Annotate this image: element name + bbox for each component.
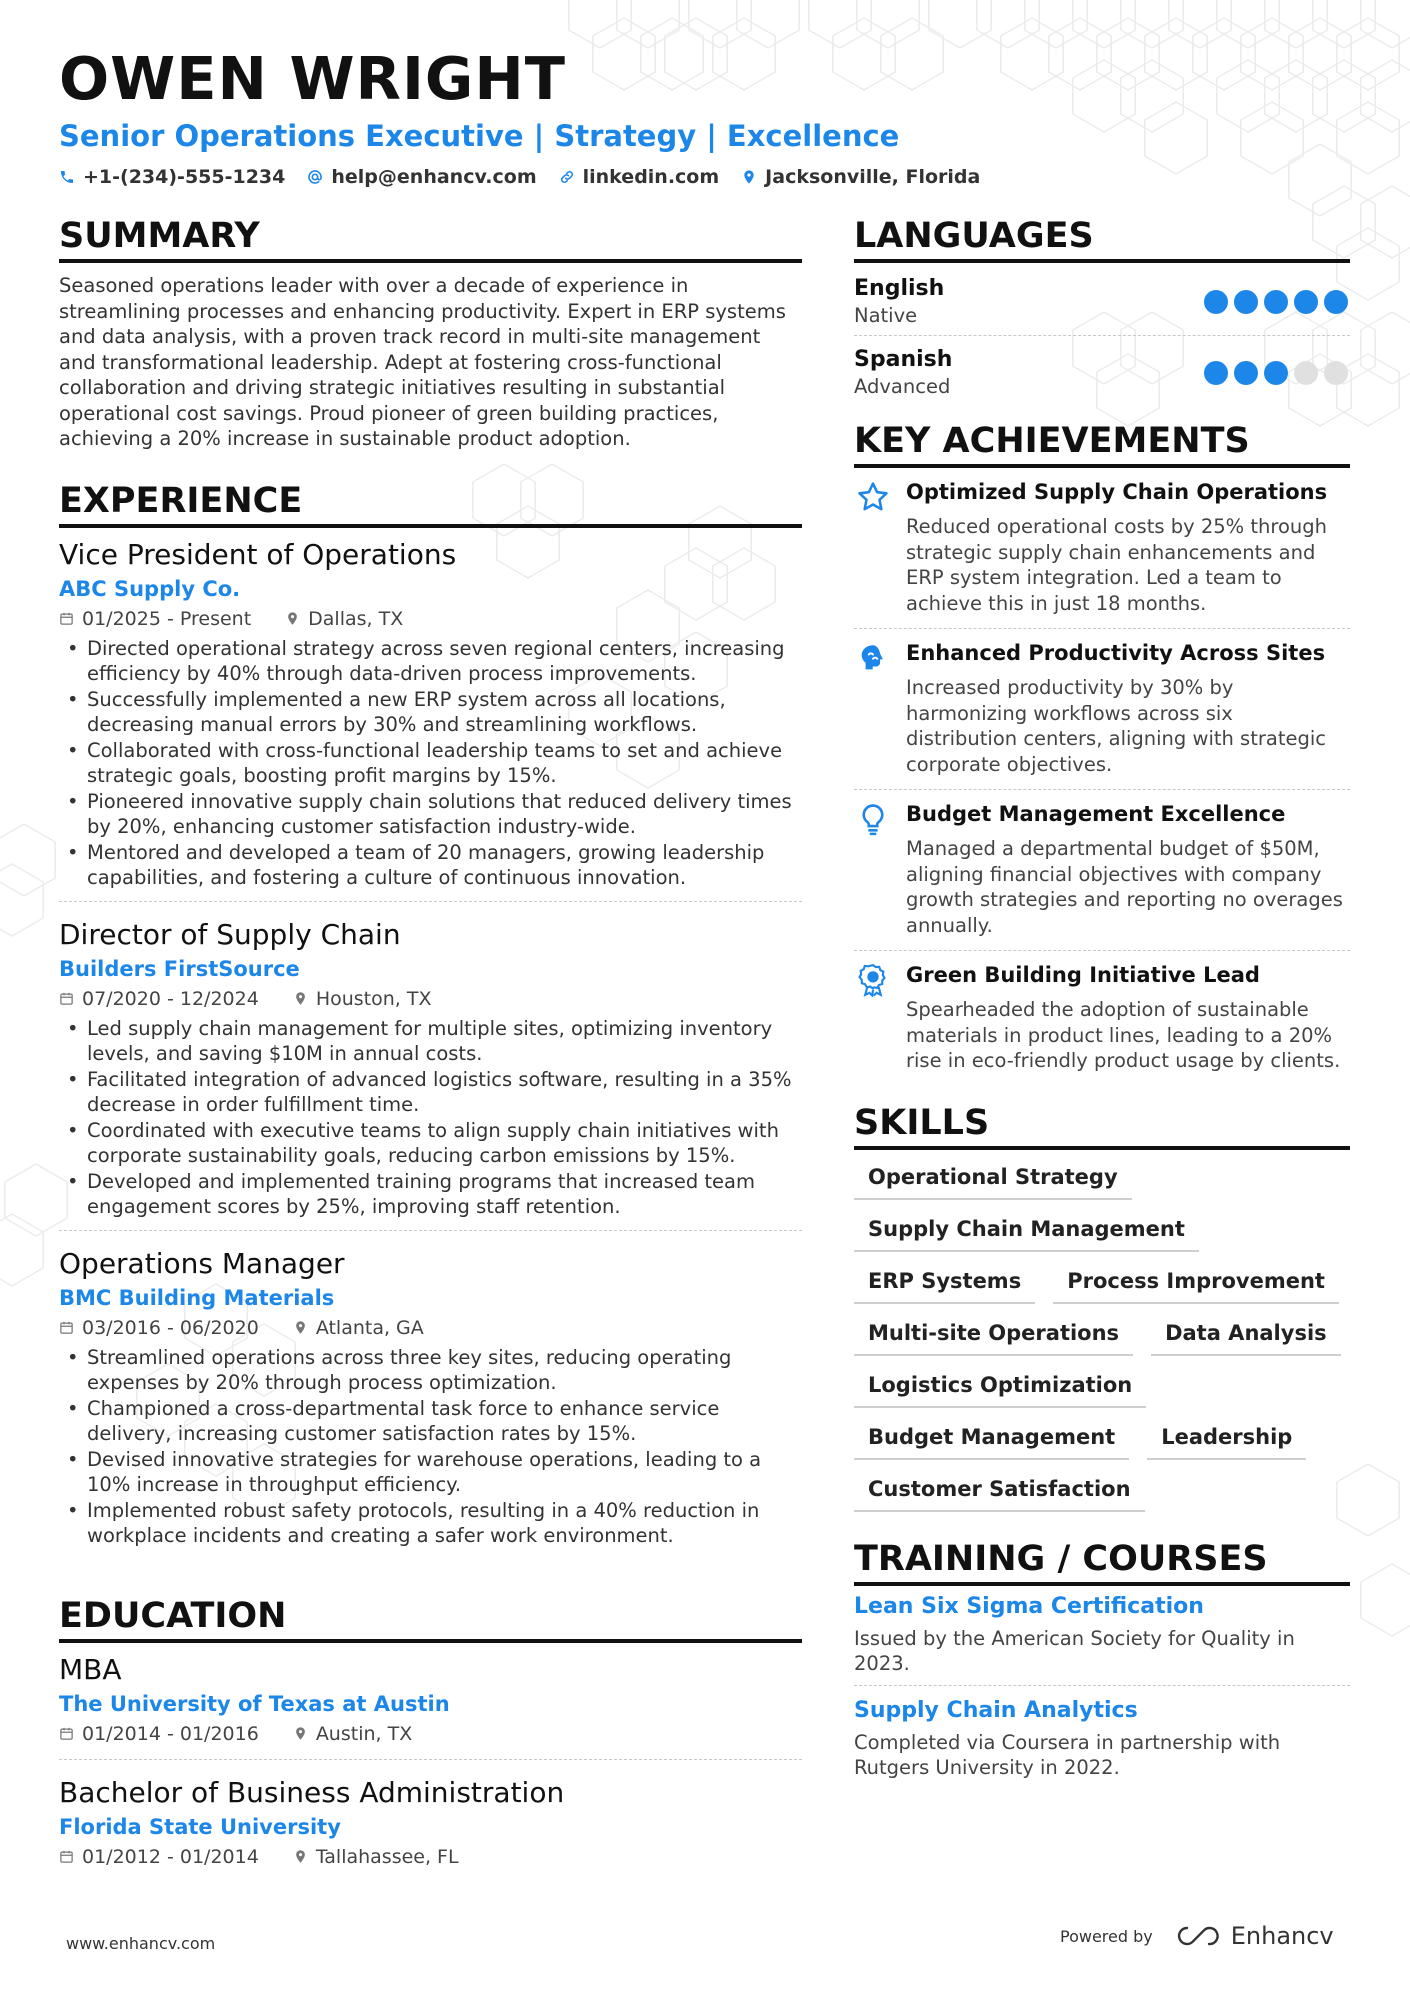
location-pin-icon bbox=[741, 169, 757, 185]
award-icon bbox=[856, 963, 890, 997]
job-location: Atlanta, GA bbox=[315, 1316, 424, 1339]
achievement-title: Green Building Initiative Lead bbox=[906, 963, 1260, 987]
language-rating bbox=[1204, 290, 1348, 314]
job-entry bbox=[59, 538, 802, 902]
contact-location bbox=[741, 166, 980, 188]
summary-heading: SUMMARY bbox=[59, 215, 802, 263]
powered-by-text: Powered by bbox=[1060, 1926, 1153, 1946]
location-pin-icon bbox=[293, 1726, 308, 1741]
rating-dot bbox=[1234, 290, 1258, 314]
education-entry bbox=[59, 1653, 802, 1760]
job-bullet: • Devised innovative strategies for warehouse operations, leading to a 10% increase in throughput efficiency. bbox=[59, 1447, 802, 1498]
calendar-icon bbox=[59, 991, 74, 1006]
job-bullet: • Pioneered innovative supply chain solutions that reduced delivery times by 20%, enhancing customer satisfaction industry-wide. bbox=[59, 789, 802, 840]
company-name: Builders FirstSource bbox=[59, 956, 300, 981]
skill-tag: Leadership bbox=[1147, 1418, 1306, 1460]
job-title: Vice President of Operations bbox=[59, 537, 457, 571]
rating-dot bbox=[1294, 361, 1318, 385]
job-meta bbox=[59, 1313, 802, 1343]
training-section bbox=[854, 1538, 1350, 1789]
job-bullet: • Successfully implemented a new ERP system across all locations, decreasing manual errors by 30% and streamlining workflows. bbox=[59, 687, 802, 738]
languages-section bbox=[854, 215, 1350, 406]
language-rating bbox=[1204, 361, 1348, 385]
job-title: Director of Supply Chain bbox=[59, 917, 401, 951]
footer-website[interactable]: www.enhancv.com bbox=[66, 1934, 216, 1953]
footer-branding bbox=[1060, 1922, 1334, 1950]
skill-tag: ERP Systems bbox=[854, 1262, 1035, 1304]
achievement-title: Optimized Supply Chain Operations bbox=[906, 480, 1328, 504]
education-dates: 01/2014 - 01/2016 bbox=[82, 1722, 259, 1745]
job-bullet: • Streamlined operations across three key sites, reducing operating expenses by 20% through process optimization. bbox=[59, 1345, 802, 1396]
linkedin-text: linkedin.com bbox=[582, 166, 720, 188]
calendar-icon bbox=[59, 1849, 74, 1864]
job-bullets bbox=[59, 636, 802, 891]
education-meta bbox=[59, 1842, 802, 1872]
language-entry bbox=[854, 273, 1350, 336]
job-bullet: • Collaborated with cross-functional leadership teams to set and achieve strategic goals, boosting profit margins by 15%. bbox=[59, 738, 802, 789]
job-entry bbox=[59, 1247, 802, 1559]
skills-section bbox=[854, 1102, 1350, 1512]
achievement-description: Spearheaded the adoption of sustainable materials in product lines, leading to a 20% rise in eco-friendly product usage by clients. bbox=[906, 998, 1341, 1072]
location-pin-icon bbox=[293, 991, 308, 1006]
rating-dot bbox=[1204, 361, 1228, 385]
course-title: Lean Six Sigma Certification bbox=[854, 1593, 1204, 1619]
company-name: BMC Building Materials bbox=[59, 1285, 335, 1310]
course-description: Issued by the American Society for Quality in 2023. bbox=[854, 1626, 1295, 1675]
contact-email[interactable] bbox=[307, 166, 536, 188]
job-meta bbox=[59, 984, 802, 1014]
language-entry bbox=[854, 344, 1350, 406]
location-pin-icon bbox=[293, 1849, 308, 1864]
education-entry bbox=[59, 1776, 802, 1882]
calendar-icon bbox=[59, 611, 74, 626]
rating-dot bbox=[1324, 290, 1348, 314]
summary-text: Seasoned operations leader with over a decade of experience in streamlining processes and enhancing productivity. Expert in ERP systems and data analysis, with a proven track record in multi-site management and transformational leadership. Adept at fostering cross-functional collaboration and driving strategic initiatives resulting in substantial operational cost savings. Proud pioneer of green building practices, achieving a 20% increase in sustainable product adoption. bbox=[59, 274, 786, 450]
job-bullet: • Led supply chain management for multiple sites, optimizing inventory levels, and saving $10M in annual costs. bbox=[59, 1016, 802, 1067]
education-heading: EDUCATION bbox=[59, 1595, 802, 1643]
skill-tag: Logistics Optimization bbox=[854, 1366, 1146, 1408]
brain-icon bbox=[856, 641, 890, 675]
skill-tag: Customer Satisfaction bbox=[854, 1470, 1145, 1512]
experience-section bbox=[59, 480, 802, 1559]
rating-dot bbox=[1264, 361, 1288, 385]
training-heading: TRAINING / COURSES bbox=[854, 1538, 1350, 1586]
job-title: Operations Manager bbox=[59, 1246, 345, 1280]
rating-dot bbox=[1324, 361, 1348, 385]
job-bullets bbox=[59, 1016, 802, 1220]
summary-section bbox=[59, 215, 802, 452]
language-level: Advanced bbox=[854, 375, 951, 398]
job-bullet: • Developed and implemented training programs that increased team engagement scores by 25%, improving staff retention. bbox=[59, 1169, 802, 1220]
phone-icon bbox=[59, 169, 75, 185]
languages-heading: LANGUAGES bbox=[854, 215, 1350, 263]
star-icon bbox=[856, 480, 890, 514]
education-location: Austin, TX bbox=[315, 1722, 413, 1745]
contact-phone[interactable] bbox=[59, 166, 285, 188]
degree-title: MBA bbox=[59, 1652, 122, 1686]
contact-bar bbox=[59, 166, 1359, 188]
skill-tag: Multi-site Operations bbox=[854, 1314, 1133, 1356]
job-meta bbox=[59, 604, 802, 634]
achievement-entry bbox=[854, 790, 1350, 951]
resume-header bbox=[59, 44, 1359, 188]
education-meta bbox=[59, 1719, 802, 1749]
phone-text: +1-(234)-555-1234 bbox=[83, 166, 286, 188]
education-section bbox=[59, 1595, 802, 1882]
lightbulb-icon bbox=[856, 802, 890, 836]
rating-dot bbox=[1234, 361, 1258, 385]
calendar-icon bbox=[59, 1320, 74, 1335]
skill-tag: Operational Strategy bbox=[854, 1158, 1132, 1200]
left-column bbox=[59, 215, 802, 1882]
rating-dot bbox=[1204, 290, 1228, 314]
email-text: help@enhancv.com bbox=[331, 166, 537, 188]
achievement-entry bbox=[854, 629, 1350, 790]
course-description: Completed via Coursera in partnership with Rutgers University in 2022. bbox=[854, 1730, 1281, 1779]
location-text: Jacksonville, Florida bbox=[765, 166, 981, 188]
contact-linkedin[interactable] bbox=[559, 166, 720, 188]
brand-logo[interactable] bbox=[1175, 1922, 1334, 1950]
candidate-name: OWEN WRIGHT bbox=[59, 44, 566, 113]
job-bullet: • Mentored and developed a team of 20 managers, growing leadership capabilities, and fostering a culture of continuous innovation. bbox=[59, 840, 802, 891]
achievement-description: Managed a departmental budget of $50M, aligning financial objectives with company growth strategies and reporting no overages annually. bbox=[906, 837, 1343, 937]
course-title: Supply Chain Analytics bbox=[854, 1697, 1138, 1723]
link-icon bbox=[559, 169, 575, 185]
school-name: Florida State University bbox=[59, 1814, 341, 1839]
enhancv-logo-icon bbox=[1175, 1923, 1221, 1949]
job-bullets bbox=[59, 1345, 802, 1549]
language-name: English bbox=[854, 276, 945, 301]
at-icon bbox=[307, 169, 323, 185]
skill-tag: Budget Management bbox=[854, 1418, 1129, 1460]
education-dates: 01/2012 - 01/2014 bbox=[82, 1845, 259, 1868]
company-name: ABC Supply Co. bbox=[59, 576, 241, 601]
achievements-heading: KEY ACHIEVEMENTS bbox=[854, 420, 1350, 468]
job-bullet: • Coordinated with executive teams to align supply chain initiatives with corporate sustainability goals, reducing carbon emissions by 15%. bbox=[59, 1118, 802, 1169]
calendar-icon bbox=[59, 1726, 74, 1741]
job-bullet: • Implemented robust safety protocols, resulting in a 40% reduction in workplace incidents and creating a safer work environment. bbox=[59, 1498, 802, 1549]
job-location: Houston, TX bbox=[315, 987, 432, 1010]
achievements-section bbox=[854, 420, 1350, 1086]
language-level: Native bbox=[854, 304, 918, 327]
course-entry bbox=[854, 1696, 1350, 1789]
skill-tag: Process Improvement bbox=[1053, 1262, 1339, 1304]
job-bullet: • Directed operational strategy across seven regional centers, increasing efficiency by 40% through data-driven process improvements. bbox=[59, 636, 802, 687]
job-bullet: • Championed a cross-departmental task force to enhance service delivery, increasing customer satisfaction rates by 15%. bbox=[59, 1396, 802, 1447]
location-pin-icon bbox=[285, 611, 300, 626]
education-location: Tallahassee, FL bbox=[315, 1845, 459, 1868]
brand-name: Enhancv bbox=[1230, 1922, 1334, 1950]
degree-title: Bachelor of Business Administration bbox=[59, 1775, 565, 1809]
achievement-title: Budget Management Excellence bbox=[906, 802, 1286, 826]
right-column bbox=[854, 215, 1350, 1799]
job-dates: 07/2020 - 12/2024 bbox=[82, 987, 259, 1010]
language-name: Spanish bbox=[854, 347, 953, 372]
job-dates: 01/2025 - Present bbox=[82, 607, 252, 630]
rating-dot bbox=[1264, 290, 1288, 314]
achievement-description: Reduced operational costs by 25% through strategic supply chain enhancements and ERP system integration. Led a team to achieve this in just 18 months. bbox=[906, 515, 1327, 615]
location-pin-icon bbox=[293, 1320, 308, 1335]
achievement-entry bbox=[854, 951, 1350, 1086]
job-location: Dallas, TX bbox=[308, 607, 404, 630]
job-bullet: • Facilitated integration of advanced logistics software, resulting in a 35% decrease in order fulfillment time. bbox=[59, 1067, 802, 1118]
skills-heading: SKILLS bbox=[854, 1102, 1350, 1150]
skill-tag: Supply Chain Management bbox=[854, 1210, 1199, 1252]
course-entry bbox=[854, 1592, 1350, 1686]
rating-dot bbox=[1294, 290, 1318, 314]
school-name: The University of Texas at Austin bbox=[59, 1691, 450, 1716]
achievement-entry bbox=[854, 468, 1350, 629]
experience-heading: EXPERIENCE bbox=[59, 480, 802, 528]
job-entry bbox=[59, 918, 802, 1231]
job-dates: 03/2016 - 06/2020 bbox=[82, 1316, 259, 1339]
achievement-title: Enhanced Productivity Across Sites bbox=[906, 641, 1326, 665]
achievement-description: Increased productivity by 30% by harmonizing workflows across six distribution centers, aligning with strategic corporate objectives. bbox=[906, 676, 1326, 776]
candidate-tagline: Senior Operations Executive | Strategy | Excellence bbox=[59, 119, 900, 153]
skill-tag: Data Analysis bbox=[1151, 1314, 1341, 1356]
